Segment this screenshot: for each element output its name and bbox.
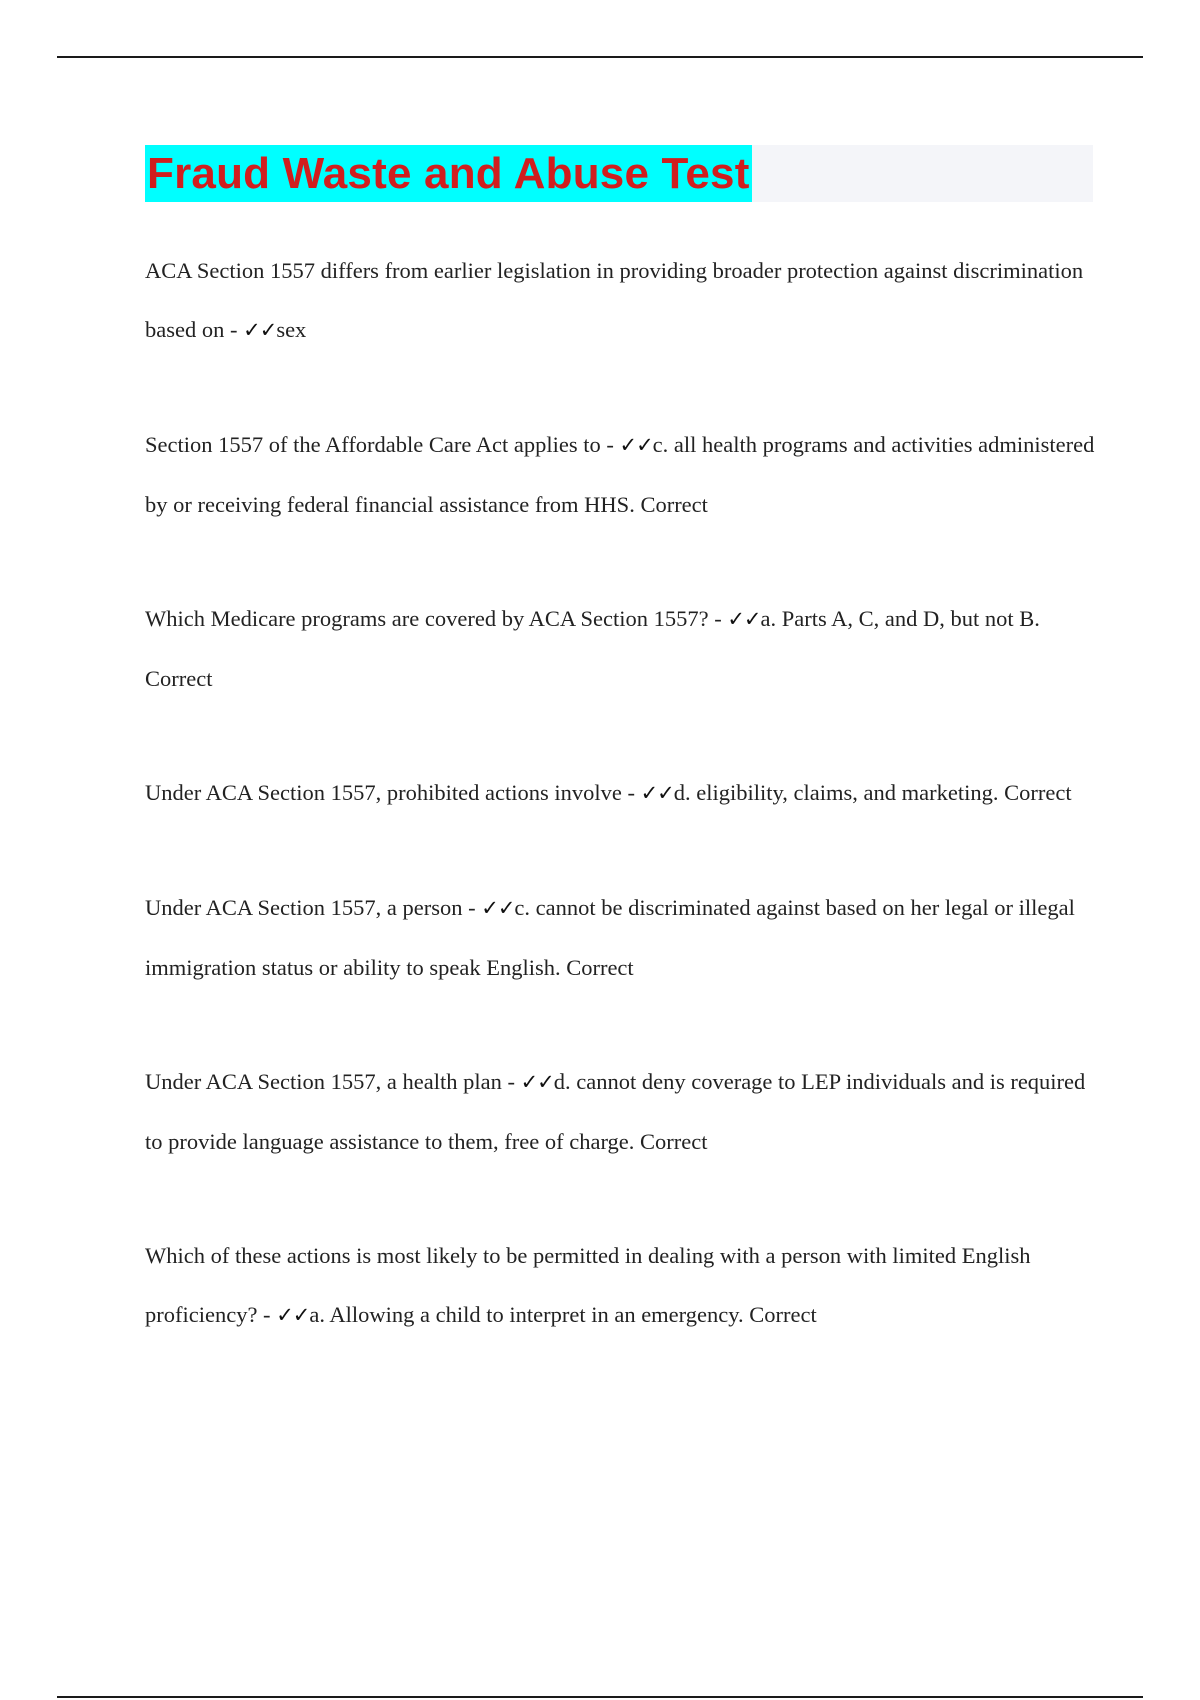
double-check-icon: ✓✓ [640, 781, 674, 805]
double-check-icon: ✓✓ [243, 318, 277, 342]
answer-text: c. cannot be discriminated against based on her legal or illegal immigration status or ability to speak English. Correct [145, 895, 1075, 980]
answer-text: sex [276, 317, 307, 342]
qa-item [145, 1226, 1105, 1345]
qa-item [145, 415, 1105, 534]
double-check-icon: ✓✓ [619, 433, 653, 457]
qa-item [145, 763, 1105, 823]
page-title: Fraud Waste and Abuse Test [145, 145, 752, 202]
answer-text: d. eligibility, claims, and marketing. Correct [673, 780, 1072, 805]
qa-item [145, 589, 1105, 708]
qa-item [145, 878, 1105, 997]
qa-item [145, 241, 1105, 360]
double-check-icon: ✓✓ [276, 1303, 310, 1327]
question-text: ACA Section 1557 differs from earlier legislation in providing broader protection against discrimination based on - [145, 258, 1084, 342]
double-check-icon: ✓✓ [481, 896, 515, 920]
page-bottom-rule [57, 1696, 1143, 1698]
answer-text: c. all health programs and activities administered by or receiving federal financial assistance from HHS. Correct [145, 432, 1095, 517]
question-text: Under ACA Section 1557, prohibited actions involve - [145, 780, 641, 805]
question-text: Under ACA Section 1557, a person - [145, 895, 482, 920]
double-check-icon: ✓✓ [727, 607, 761, 631]
answer-text: a. Parts A, C, and D, but not B. Correct [145, 606, 1040, 691]
question-list [145, 241, 1105, 1400]
qa-item [145, 1052, 1105, 1171]
page-top-rule [57, 56, 1143, 58]
answer-text: d. cannot deny coverage to LEP individuals and is required to provide language assistance to them, free of charge. Correct [145, 1069, 1086, 1154]
question-text: Under ACA Section 1557, a health plan - [145, 1069, 521, 1094]
question-text: Section 1557 of the Affordable Care Act applies to - [145, 432, 620, 457]
question-text: Which Medicare programs are covered by ACA Section 1557? - [145, 606, 728, 631]
double-check-icon: ✓✓ [520, 1070, 554, 1094]
question-text: Which of these actions is most likely to be permitted in dealing with a person with limited English proficiency? - [145, 1243, 1031, 1327]
answer-text: a. Allowing a child to interpret in an emergency. Correct [309, 1302, 817, 1327]
